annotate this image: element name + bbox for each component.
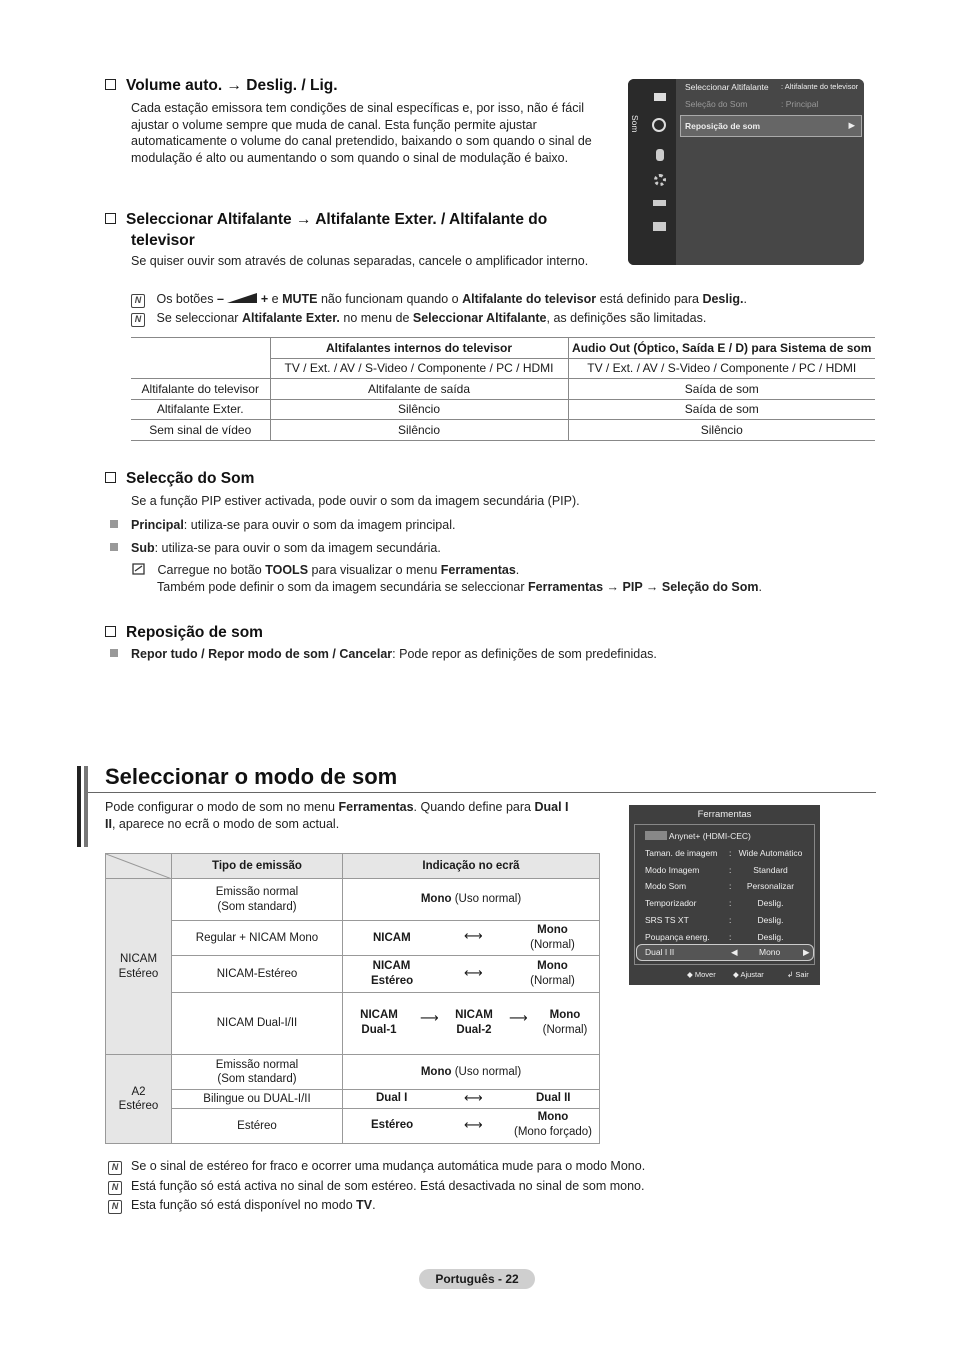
menu-item-value: Standard — [753, 864, 788, 875]
speaker-note-2: N Se seleccionar Altifalante Exter. no menu de Seleccionar Altifalante, as definições são limitadas. — [131, 310, 891, 327]
arrow-right-icon[interactable]: ▶ — [803, 947, 810, 957]
arrow-left-icon[interactable]: ◀ — [731, 947, 738, 957]
leftright-icon: ◆ — [733, 970, 739, 979]
bullet-icon — [110, 520, 118, 528]
application-icon — [653, 222, 666, 231]
separator: : — [729, 881, 732, 892]
checkbox-icon — [105, 472, 116, 483]
table-row: Altifalante Exter. Silêncio Saída de som — [131, 399, 875, 420]
page-title: Seleccionar o modo de som — [105, 764, 398, 789]
separator: : — [729, 848, 732, 858]
table-corner — [106, 854, 172, 879]
menu-item-label[interactable]: Modo Imagem — [645, 864, 700, 875]
note-3: N Esta função só está disponível no modo TV. — [108, 1197, 868, 1214]
arrow-right-icon: ⟶ — [509, 1010, 528, 1025]
picture-icon — [654, 93, 666, 101]
menu-item-value: Wide Automático — [738, 848, 803, 858]
arrow-right-icon: ▶ — [848, 120, 855, 130]
table-header: Altifalantes internos do televisor — [270, 338, 568, 359]
setup-icon — [654, 174, 666, 186]
volume-ramp-icon — [227, 293, 257, 303]
menu-item-label[interactable]: Taman. de imagem — [645, 848, 718, 858]
table-row: Sem sinal de vídeo Silêncio Silêncio — [131, 420, 875, 441]
menu-item-label[interactable]: SRS TS XT — [645, 914, 689, 925]
arrow-right-icon: ⟶ — [420, 1010, 439, 1025]
nav-move: ◆ Mover — [687, 970, 716, 979]
note-1: N Se o sinal de estéreo for fraco e ocorrer uma mudança automática mude para o modo Mono. — [108, 1158, 868, 1175]
reset-heading: Reposição de som — [105, 624, 263, 642]
separator: : — [729, 864, 732, 875]
menu-item-label[interactable]: Modo Som — [645, 881, 687, 892]
menu-sidebar — [628, 79, 676, 265]
speaker-heading: Seleccionar Altifalante → Altifalante Exter. / Altifalante do televisor — [105, 209, 585, 251]
menu-item-label: Seleccionar Altifalante — [685, 82, 769, 92]
note-icon: N — [108, 1181, 122, 1195]
bidirectional-arrow-icon: ⟷ — [464, 928, 483, 943]
note-icon: N — [131, 313, 145, 327]
selection-heading: Selecção do Som — [105, 470, 254, 488]
note-2: N Está função só está activa no sinal de som estéreo. Está desactivada no sinal de som mono. — [108, 1178, 868, 1195]
menu-item-value: Deslig. — [757, 898, 784, 909]
table-subheader: TV / Ext. / AV / S-Video / Componente / PC / HDMI — [568, 358, 875, 379]
menu-item-value: : Principal — [781, 99, 819, 109]
separator: : — [729, 931, 732, 942]
selection-tools-note: Carregue no botão TOOLS para visualizar o menu Ferramentas. Também pode definir o som da imagem secundária se seleccionar Ferramentas → PIP → Seleção do Som. — [131, 562, 851, 595]
reset-bullet: Repor tudo / Repor modo de som / Cancelar: Pode repor as definições de som predefinidas. — [110, 646, 657, 663]
bidirectional-arrow-icon: ⟷ — [464, 1090, 483, 1105]
table-header: Indicação no ecrã — [343, 854, 600, 879]
sound-menu-screenshot — [628, 79, 864, 265]
checkbox-icon — [105, 213, 116, 224]
note-icon: N — [108, 1161, 122, 1175]
nav-adjust: ◆ Ajustar — [733, 970, 764, 979]
tools-icon — [131, 562, 147, 576]
speaker-body: Se quiser ouvir som através de colunas separadas, cancele o amplificador interno. — [131, 254, 589, 268]
separator: : — [729, 914, 732, 925]
mode-body: Pode configurar o modo de som no menu Ferramentas. Quando define para Dual I II, aparece no ecrã o modo de som actual. — [105, 800, 569, 831]
tools-menu-title: Ferramentas — [697, 809, 752, 820]
bullet-icon — [110, 649, 118, 657]
updown-icon: ◆ — [687, 970, 693, 979]
menu-item-value: Personalizar — [746, 881, 795, 892]
speaker-table — [131, 337, 875, 441]
menu-side-label: Som — [630, 115, 640, 133]
section-bar — [77, 766, 81, 847]
sound-mode-table: Tipo de emissão Indicação no ecrã NICAM Estéreo Emissão normal (Som standard) Mono (Uso normal) Regular + NICAM Mono NICAM ⟷ Mono (Normal) NICAM-Estéreo NICAM Estéreo ⟷ Mono (Normal) NICAM Dual-I/II NICAM Dual-1 ⟶ NICAM Dual-2 ⟶ Mono (Normal) A2 Estéreo Emissão normal (Som standard) Mono (Uso normal) Bilingue ou DUAL-I/II Dual I ⟷ Dual II Estéreo Estéreo ⟷ Mono (Mono forçado) — [105, 853, 600, 1144]
menu-item-value: Deslig. — [757, 931, 784, 942]
bullet-icon — [110, 543, 118, 551]
nicam-group-label: NICAM Estéreo — [106, 879, 172, 1055]
speaker-note-1: N Os botões – + e MUTE não funcionam quando o Altifalante do televisor está definido para Deslig.. — [131, 291, 891, 308]
input-icon — [653, 200, 666, 206]
checkbox-icon — [105, 626, 116, 637]
menu-item-label[interactable]: Poupança energ. — [645, 931, 710, 942]
separator: : — [729, 898, 732, 909]
bidirectional-arrow-icon: ⟷ — [464, 1117, 483, 1132]
nav-exit: ↲ Sair — [787, 970, 809, 979]
sound-icon — [652, 118, 666, 132]
volume-heading: Volume auto. → Deslig. / Lig. — [105, 77, 338, 95]
note-icon: N — [131, 294, 145, 308]
table-header: Tipo de emissão — [172, 854, 343, 879]
menu-item-selected[interactable]: Dual I II ◀ Mono ▶ — [636, 944, 814, 961]
page-number-badge: Português - 22 — [419, 1269, 535, 1289]
checkbox-icon — [105, 79, 116, 90]
note-icon: N — [108, 1200, 122, 1214]
menu-item-selected[interactable]: Reposição de som ▶ — [680, 115, 862, 137]
table-subheader: TV / Ext. / AV / S-Video / Componente / PC / HDMI — [270, 358, 568, 379]
a2-group-label: A2 Estéreo — [106, 1055, 172, 1144]
table-header: Audio Out (Óptico, Saída E / D) para Sistema de som — [568, 338, 875, 359]
exit-icon: ↲ — [787, 970, 794, 979]
selection-body: Se a função PIP estiver activada, pode ouvir o som da imagem secundária (PIP). — [131, 494, 580, 508]
table-row: Altifalante do televisor Altifalante de saída Saída de som — [131, 379, 875, 400]
bidirectional-arrow-icon: ⟷ — [464, 965, 483, 980]
selection-bullet-principal: Principal: utiliza-se para ouvir o som da imagem principal. — [110, 517, 455, 534]
selection-bullet-sub: Sub: utiliza-se para ouvir o som da imagem secundária. — [110, 540, 441, 557]
channel-icon — [656, 149, 664, 161]
menu-item-value: Deslig. — [757, 914, 784, 925]
section-bar — [84, 766, 88, 847]
table-corner — [131, 338, 270, 379]
menu-item-label[interactable]: Temporizador — [645, 898, 697, 909]
menu-item-anynet[interactable]: Anynet+ (HDMI-CEC) — [645, 828, 751, 845]
volume-body: Cada estação emissora tem condições de sinal específicas e, por isso, não é fácil ajustar o volume sempre que muda de canal. Esta função permite ajustar automaticamente o volume do canal pretendido, baixando o som quando o sinal de modulação é alto ou aumentando o som quando o sinal de modulação é baixo. — [131, 101, 592, 165]
tools-menu-screenshot — [629, 805, 820, 985]
menu-item-value: : Altifalante do televisor — [781, 82, 859, 91]
divider — [88, 792, 876, 793]
anynet-logo-icon — [645, 831, 667, 840]
menu-item-label: Seleção do Som — [685, 99, 748, 109]
